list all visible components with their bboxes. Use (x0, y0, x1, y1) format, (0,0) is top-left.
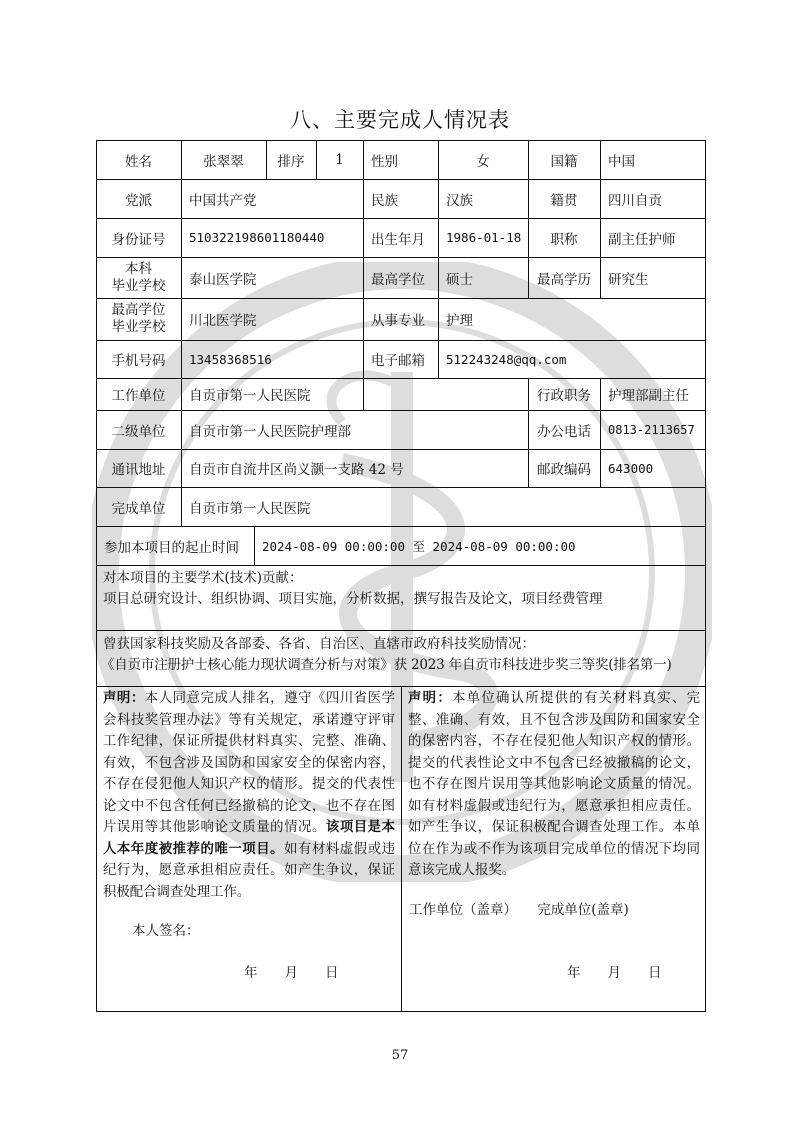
awards-text: 《自贡市注册护士核心能力现状调查分析与对策》获 2023 年自贡市科技进步奖三等奖(排名第一) (101, 657, 672, 673)
admin-position-value: 护理部副主任 (608, 388, 689, 404)
postal-code-label: 邮政编码 (537, 462, 591, 478)
nationality-value: 中国 (608, 153, 635, 170)
ethnicity-value: 汉族 (446, 192, 473, 209)
work-unit-label: 工作单位 (111, 388, 166, 404)
personal-declaration-body: 本人同意完成人排名，遵守《四川省医学会科技奖管理办法》等有关规定，承诺遵守评审工作纪律，保证所提供材料真实、完整、准确、有效，不包含涉及国防和国家安全的保密内容，不存在侵犯他人知识产权的情形。提交的代表性论文中不包含任何已经撤稿的论文，也不存在图片误用等其他影响论文质量的情况。 (103, 691, 396, 835)
signature-label: 本人签名： (132, 923, 200, 939)
personal-declaration-tail: 如有材料虚假或违纪行为，愿意承担相应责任。如产生争议，保证积极配合调查处理工作。 (103, 841, 396, 900)
birth-date-label: 出生年月 (371, 231, 425, 248)
specialty-label: 从事专业 (371, 313, 425, 329)
awards-section (103, 634, 703, 676)
mobile-label: 手机号码 (111, 353, 166, 369)
highest-degree-label: 最高学位 (371, 271, 425, 288)
personal-date-label: 年 月 日 (244, 965, 339, 981)
contribution-section (103, 568, 699, 610)
undergrad-school-label-line1: 本科 (125, 260, 152, 277)
seal-label: 工作单位（盖章） 完成单位(盖章) (409, 902, 629, 918)
participation-period-value: 2024-08-09 00:00:00 至 2024-08-09 00:00:00 (262, 538, 576, 554)
job-title-label: 职称 (550, 231, 578, 248)
completion-unit-value: 自贡市第一人民医院 (189, 500, 311, 517)
admin-position-label: 行政职务 (537, 388, 591, 404)
participation-period-label: 参加本项目的起止时间 (104, 539, 239, 556)
specialty-value: 护理 (446, 313, 473, 329)
id-number-value: 510322198601180440 (189, 230, 325, 245)
undergrad-school-value: 泰山医学院 (189, 271, 257, 288)
work-unit-value: 自贡市第一人民医院 (189, 388, 311, 404)
job-title-value: 副主任护师 (608, 231, 676, 248)
party-value: 中国共产党 (189, 192, 257, 209)
unit-declaration (408, 688, 700, 882)
nationality-label: 国籍 (550, 153, 578, 170)
highest-education-value: 研究生 (608, 271, 649, 288)
name-value: 张翠翠 (203, 153, 244, 170)
contribution-label: 对本项目的主要学术(技术)贡献： (103, 570, 303, 586)
gender-label: 性别 (371, 153, 398, 170)
name-label: 姓名 (125, 153, 152, 170)
mailing-address-value: 自贡市自流井区尚义灏一支路 42 号 (189, 462, 404, 478)
personal-declaration-lead: 声明： (103, 690, 145, 706)
ethnicity-label: 民族 (371, 192, 398, 209)
party-label: 党派 (125, 192, 152, 209)
undergrad-school-label (96, 257, 181, 298)
unit-declaration-body: 本单位确认所提供的有关材料真实、完整、准确、有效，且不包含涉及国防和国家安全的保密内容，不存在侵犯他人知识产权的情形。提交的代表性论文中不包含已经被撤稿的论文，也不存在图片误用等其他影响论文质量的情况。如有材料虚假或违纪行为，愿意承担相应责任。如产生争议，保证积极配合调查处理工作。本单位在作为或不作为该项目完成单位的情况下均同意该完成人报奖。 (408, 691, 701, 878)
degree-school-label-line1: 最高学位 (111, 302, 166, 318)
mobile-value: 13458368516 (189, 351, 272, 367)
native-place-value: 四川自贡 (608, 192, 662, 209)
personal-declaration-emphasis: 该项目是本人本年度被推荐的唯一项目。 (103, 819, 396, 857)
page-number: 57 (391, 1048, 409, 1063)
native-place-label: 籍贯 (550, 192, 578, 209)
email-label: 电子邮箱 (371, 353, 425, 369)
completion-unit-label: 完成单位 (111, 500, 166, 517)
rank-label: 排序 (277, 153, 305, 170)
personal-declaration (103, 688, 395, 903)
contribution-text: 项目总研究设计、组织协调、项目实施，分析数据，撰写报告及论文，项目经费管理 (103, 591, 603, 607)
birth-date-value: 1986-01-18 (446, 230, 522, 245)
undergrad-school-label-line2: 毕业学校 (111, 277, 166, 294)
degree-school-value: 川北医学院 (189, 313, 257, 329)
degree-school-label-line2: 毕业学校 (111, 319, 166, 335)
awards-label: 曾获国家科技奖励及各部委、各省、自治区、直辖市政府科技奖励情况： (103, 636, 535, 652)
office-phone-label: 办公电话 (537, 423, 591, 440)
highest-degree-value: 硕士 (446, 271, 473, 288)
unit-declaration-lead: 声明： (408, 690, 452, 706)
postal-code-value: 643000 (608, 460, 654, 476)
id-number-label: 身份证号 (111, 231, 166, 248)
unit-date-label: 年 月 日 (567, 965, 662, 981)
rank-value: 1 (335, 151, 344, 168)
email-value: 512243248@qq.com (446, 351, 567, 367)
degree-school-label (96, 298, 181, 340)
sub-unit-value: 自贡市第一人民医院护理部 (189, 423, 351, 440)
highest-education-label: 最高学历 (537, 271, 591, 288)
gender-value: 女 (476, 153, 490, 170)
mailing-address-label: 通讯地址 (111, 462, 166, 478)
sub-unit-label: 二级单位 (111, 423, 166, 440)
page-title: 八、主要完成人情况表 (290, 108, 510, 132)
office-phone-value: 0813-2113657 (608, 422, 695, 437)
